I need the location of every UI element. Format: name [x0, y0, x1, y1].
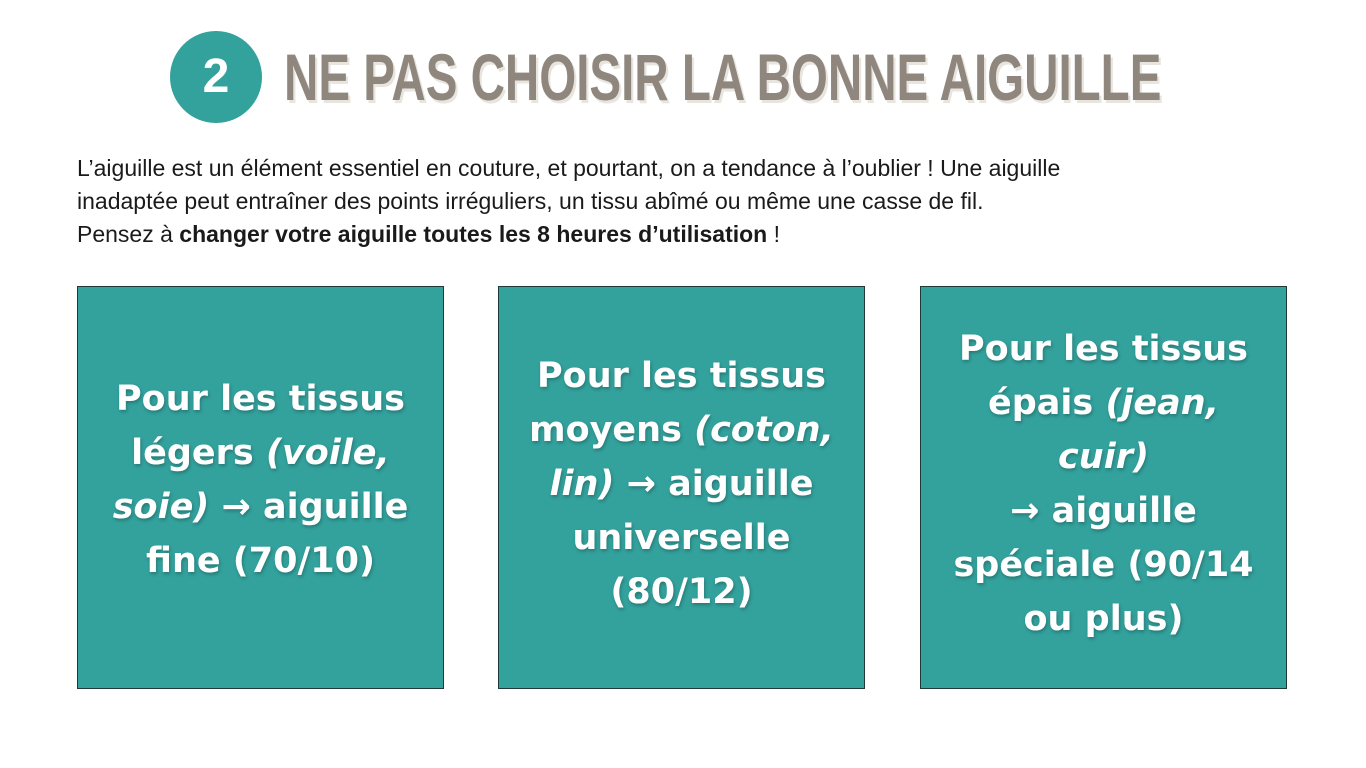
card-line: → aiguille	[614, 463, 814, 504]
card-line: Pour les tissus	[537, 355, 826, 396]
card-text	[921, 322, 1286, 646]
card-line: Pour les tissus	[959, 328, 1248, 369]
card-italic: (jean, cuir)	[1058, 382, 1219, 477]
page-title: NE PAS CHOISIR LA BONNE AIGUILLE	[284, 40, 1162, 114]
card-thick-fabrics	[920, 286, 1287, 689]
intro-line-3-end: !	[767, 221, 781, 247]
card-italic: soie)	[112, 486, 210, 527]
card-line: → aiguille	[209, 486, 409, 527]
intro-paragraph	[77, 152, 1297, 251]
card-line: universelle	[572, 517, 791, 558]
card-italic: (voile,	[265, 432, 390, 473]
card-line: (80/12)	[610, 571, 753, 612]
card-line: moyens	[529, 409, 695, 450]
card-line: Pour les tissus	[116, 378, 405, 419]
card-line: → aiguille	[1010, 490, 1197, 531]
intro-line-2: inadaptée peut entraîner des points irréguliers, un tissu abîmé ou même une casse de fil.	[77, 188, 984, 214]
card-text	[97, 372, 425, 588]
card-line: épais	[988, 382, 1106, 423]
card-italic: (coton,	[694, 409, 834, 450]
step-number-badge	[170, 31, 262, 123]
card-line: ou plus)	[1023, 598, 1184, 639]
intro-line-1: L’aiguille est un élément essentiel en couture, et pourtant, on a tendance à l’oublier ! Une aiguille	[77, 155, 1061, 181]
intro-highlight: changer votre aiguille toutes les 8 heures d’utilisation	[179, 221, 768, 247]
card-italic: lin)	[549, 463, 615, 504]
step-number: 2	[202, 50, 230, 103]
card-line: légers	[131, 432, 266, 473]
card-line: fine (70/10)	[146, 540, 375, 581]
card-text	[513, 349, 850, 619]
card-line: spéciale (90/14	[953, 544, 1254, 585]
card-medium-fabrics	[498, 286, 865, 689]
intro-line-3-start: Pensez à	[77, 221, 180, 247]
card-light-fabrics	[77, 286, 444, 689]
